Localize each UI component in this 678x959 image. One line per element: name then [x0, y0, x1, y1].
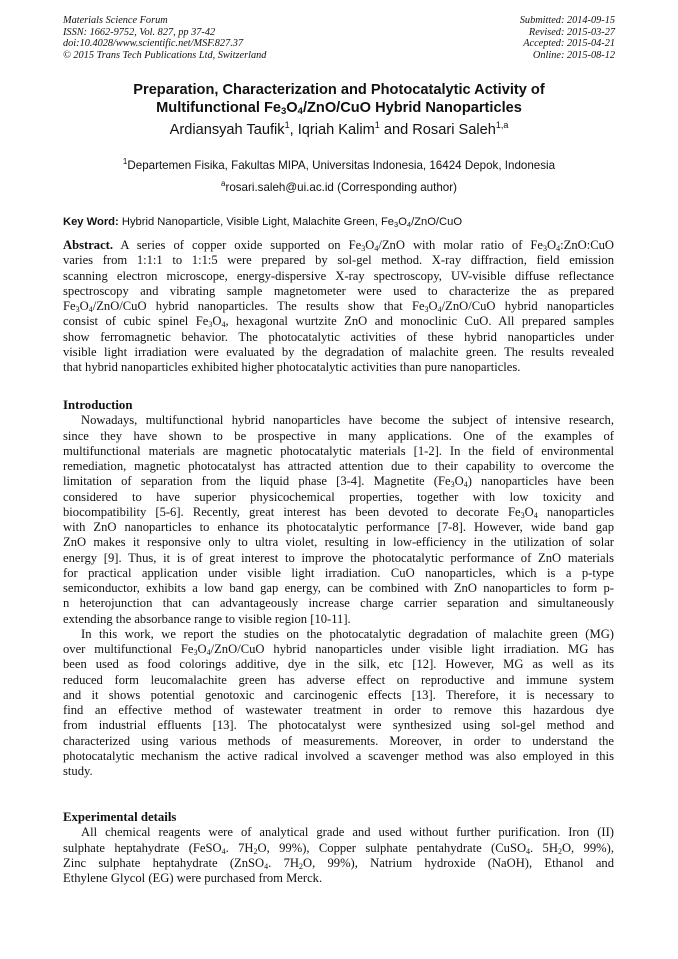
body-line: All chemical reagents were of analytical grade and used without further purification. Iron (II) [81, 825, 614, 840]
introduction-section [63, 398, 614, 779]
journal-name: Materials Science Forum [63, 15, 168, 26]
body-line: Ethylene Glycol (EG) were purchased from Merck. [63, 871, 323, 885]
body-line: photocatalytic mechanism the active radical involved a scavenger method was also employed in this [63, 748, 614, 763]
header-right [520, 15, 615, 61]
doi-line: doi:10.4028/www.scientific.net/MSF.827.37 [63, 38, 244, 50]
title-line-2: Multifunctional $Fe_3O_4/ZnO$/CuO Hybrid Nanoparticles [156, 100, 522, 118]
abstract [63, 238, 614, 375]
introduction-heading: Introduction [63, 398, 133, 412]
abstract-line: visible light irradiation were evaluated by the degradation of malachite green. The results revealed [63, 344, 614, 359]
abstract-label: Abstract. [63, 238, 114, 252]
body-line: over multifunctional $Fe_3O_4/ZnO$/CuO hybrid nanoparticles under visible light irradiation. MG has [63, 642, 615, 657]
header-left [63, 15, 266, 61]
body-line: considered to have superior physicochemical properties, together with low toxicity and [63, 489, 614, 504]
corresponding-email: $^a$rosari.saleh@ui.ac.id (Corresponding author) [221, 179, 457, 194]
online-date: Online: 2015-08-12 [532, 49, 615, 61]
body-line: with ZnO nanoparticles to enhance its photocatalytic performance [7-8]. However, wide band gap [63, 520, 614, 534]
abstract-line: spectroscopy and vibrating sample magnetometer were used to characterize the as prepared [63, 283, 614, 298]
body-line: In this work, we report the studies on the photocatalytic degradation of malachite green (MG) [81, 626, 614, 641]
body-line: sulphate heptahydrate (FeSO$_4$. $7H_2O$, 99%), Copper sulphate pentahydrate (CuSO$_4$. $5H_2O$, 99%), [63, 840, 614, 856]
affiliation: $^1$Departemen Fisika, Fakultas MIPA, Universitas Indonesia, 16424 Depok, Indonesia [122, 157, 556, 172]
body-line: for practical application under visible light irradiation. CuO nanoparticles, which is a p-type [63, 565, 614, 580]
body-line: energy [9]. Thus, it is of great interest to improve the photocatalytic performance of ZnO materials [63, 550, 614, 565]
abstract-line: Abstract. A series of copper oxide supported on $Fe_3O_4$/ZnO with molar ratio of $Fe_3O_4:ZnO:CuO$ [63, 238, 614, 253]
body-line: been used as food colorings additive, dye in the silk, etc [12]. However, MG as well as its [63, 657, 614, 672]
body-line: study. [63, 764, 93, 778]
keywords-label: Key Word: [63, 216, 119, 228]
body-line: find an effective method of wastewater treatment in order to remove this hazardous dye [63, 703, 614, 717]
body-line: n heterojunction that can advantageously increase charge carrier separation and simultaneously [63, 596, 614, 611]
body-line: remediation, magnetic photocatalyst has attracted attention due to their capability to overcome the [63, 459, 614, 473]
body-line: extending the absorbance range to visible region [10-11]. [63, 611, 351, 626]
body-line: biocompatibility [5-6]. Recently, great interest has been devoted to decorate $Fe_3O_4$ nanoparticles [63, 504, 614, 520]
body-line: multifunctional materials are magnetic photocatalytic materials [1-2]. In the field of environmental [63, 443, 614, 458]
body-line: limitation of separation from the liquid phase [3-4]. Magnetite $(Fe_3O_4)$ nanoparticles have been [63, 474, 614, 490]
issn-line: ISSN: 1662-9752, Vol. 827, pp 37-42 [63, 26, 216, 38]
accepted-date: Accepted: 2015-04-21 [523, 38, 615, 50]
body-line: characterized using various methods of measurements. Moreover, in order to understand the [63, 733, 614, 748]
body-line: reduced form leucomalachite green has adverse effect on reproductive and immune system [63, 672, 614, 687]
experimental-heading: Experimental details [63, 810, 177, 824]
experimental-section [63, 810, 614, 886]
abstract-line: consist of cubic spinel $Fe_3O_4$, hexagonal wurtzite ZnO and monoclinic CuO. All prepared samples [63, 314, 614, 330]
paper-title [40, 81, 638, 118]
author-2: Iqriah Kalim [297, 122, 375, 138]
body-line: since they have shown to be prospective in many applications. One of the examples of [63, 428, 614, 443]
author-list: Ardiansyah Taufik$^1$, Iqriah Kalim$^1$ and Rosari Saleh$^{1,a}$ [169, 120, 509, 138]
author-1: Ardiansyah Taufik [169, 122, 285, 138]
body-line: Nowadays, multifunctional hybrid nanoparticles have become the subject of intensive research, [81, 413, 614, 428]
body-line: from industrial effluents [13]. The photocatalyst were synthesized using sol-gel method and [63, 718, 614, 733]
body-line: Zinc sulphate heptahydrate (ZnSO$_4$. $7H_2O$, 99%), Natrium hydroxide (NaOH), Ethanol and [63, 855, 615, 871]
author-3: Rosari Saleh [412, 122, 496, 138]
abstract-line: $Fe_3O_4/ZnO$/CuO hybrid nanoparticles. The results show that $Fe_3O_4/ZnO$/CuO hybrid nanoparticles [63, 299, 614, 314]
body-line: and it shows potential genotoxic and carcinogenic effects [13]. Therefore, it is necessary to [63, 687, 614, 702]
abstract-line: varies from 1:1:1 to 1:1:5 were prepared by sol-gel method. X-ray diffraction, field emission [63, 253, 614, 268]
body-line: ZnO makes it responsive only to ultra violet, resulting in low-efficiency in the utilization of solar [63, 535, 614, 550]
title-line-1: Preparation, Characterization and Photocatalytic Activity of [133, 82, 545, 98]
abstract-line: scanning electron microscope, energy-dispersive X-ray spectroscopy, UV-visible diffuse reflectance [63, 268, 614, 283]
body-line: semiconductor, exhibits a low band gap energy, can be combined with ZnO nanoparticles to form p- [63, 581, 614, 595]
abstract-line: that hybrid nanoparticles exhibited higher photocatalytic activities than pure nanoparticles. [63, 360, 521, 374]
revised-date: Revised: 2015-03-27 [528, 26, 615, 38]
submitted-date: Submitted: 2014-09-15 [519, 15, 615, 26]
keywords: Key Word: Hybrid Nanoparticle, Visible Light, Malachite Green, $Fe_3O_4/ZnO$/CuO [63, 216, 463, 229]
abstract-line: show ferromagnetic behavior. The photocatalytic activities of these hybrid nanoparticles under [63, 329, 614, 344]
copyright-line: © 2015 Trans Tech Publications Ltd, Switzerland [63, 49, 267, 61]
